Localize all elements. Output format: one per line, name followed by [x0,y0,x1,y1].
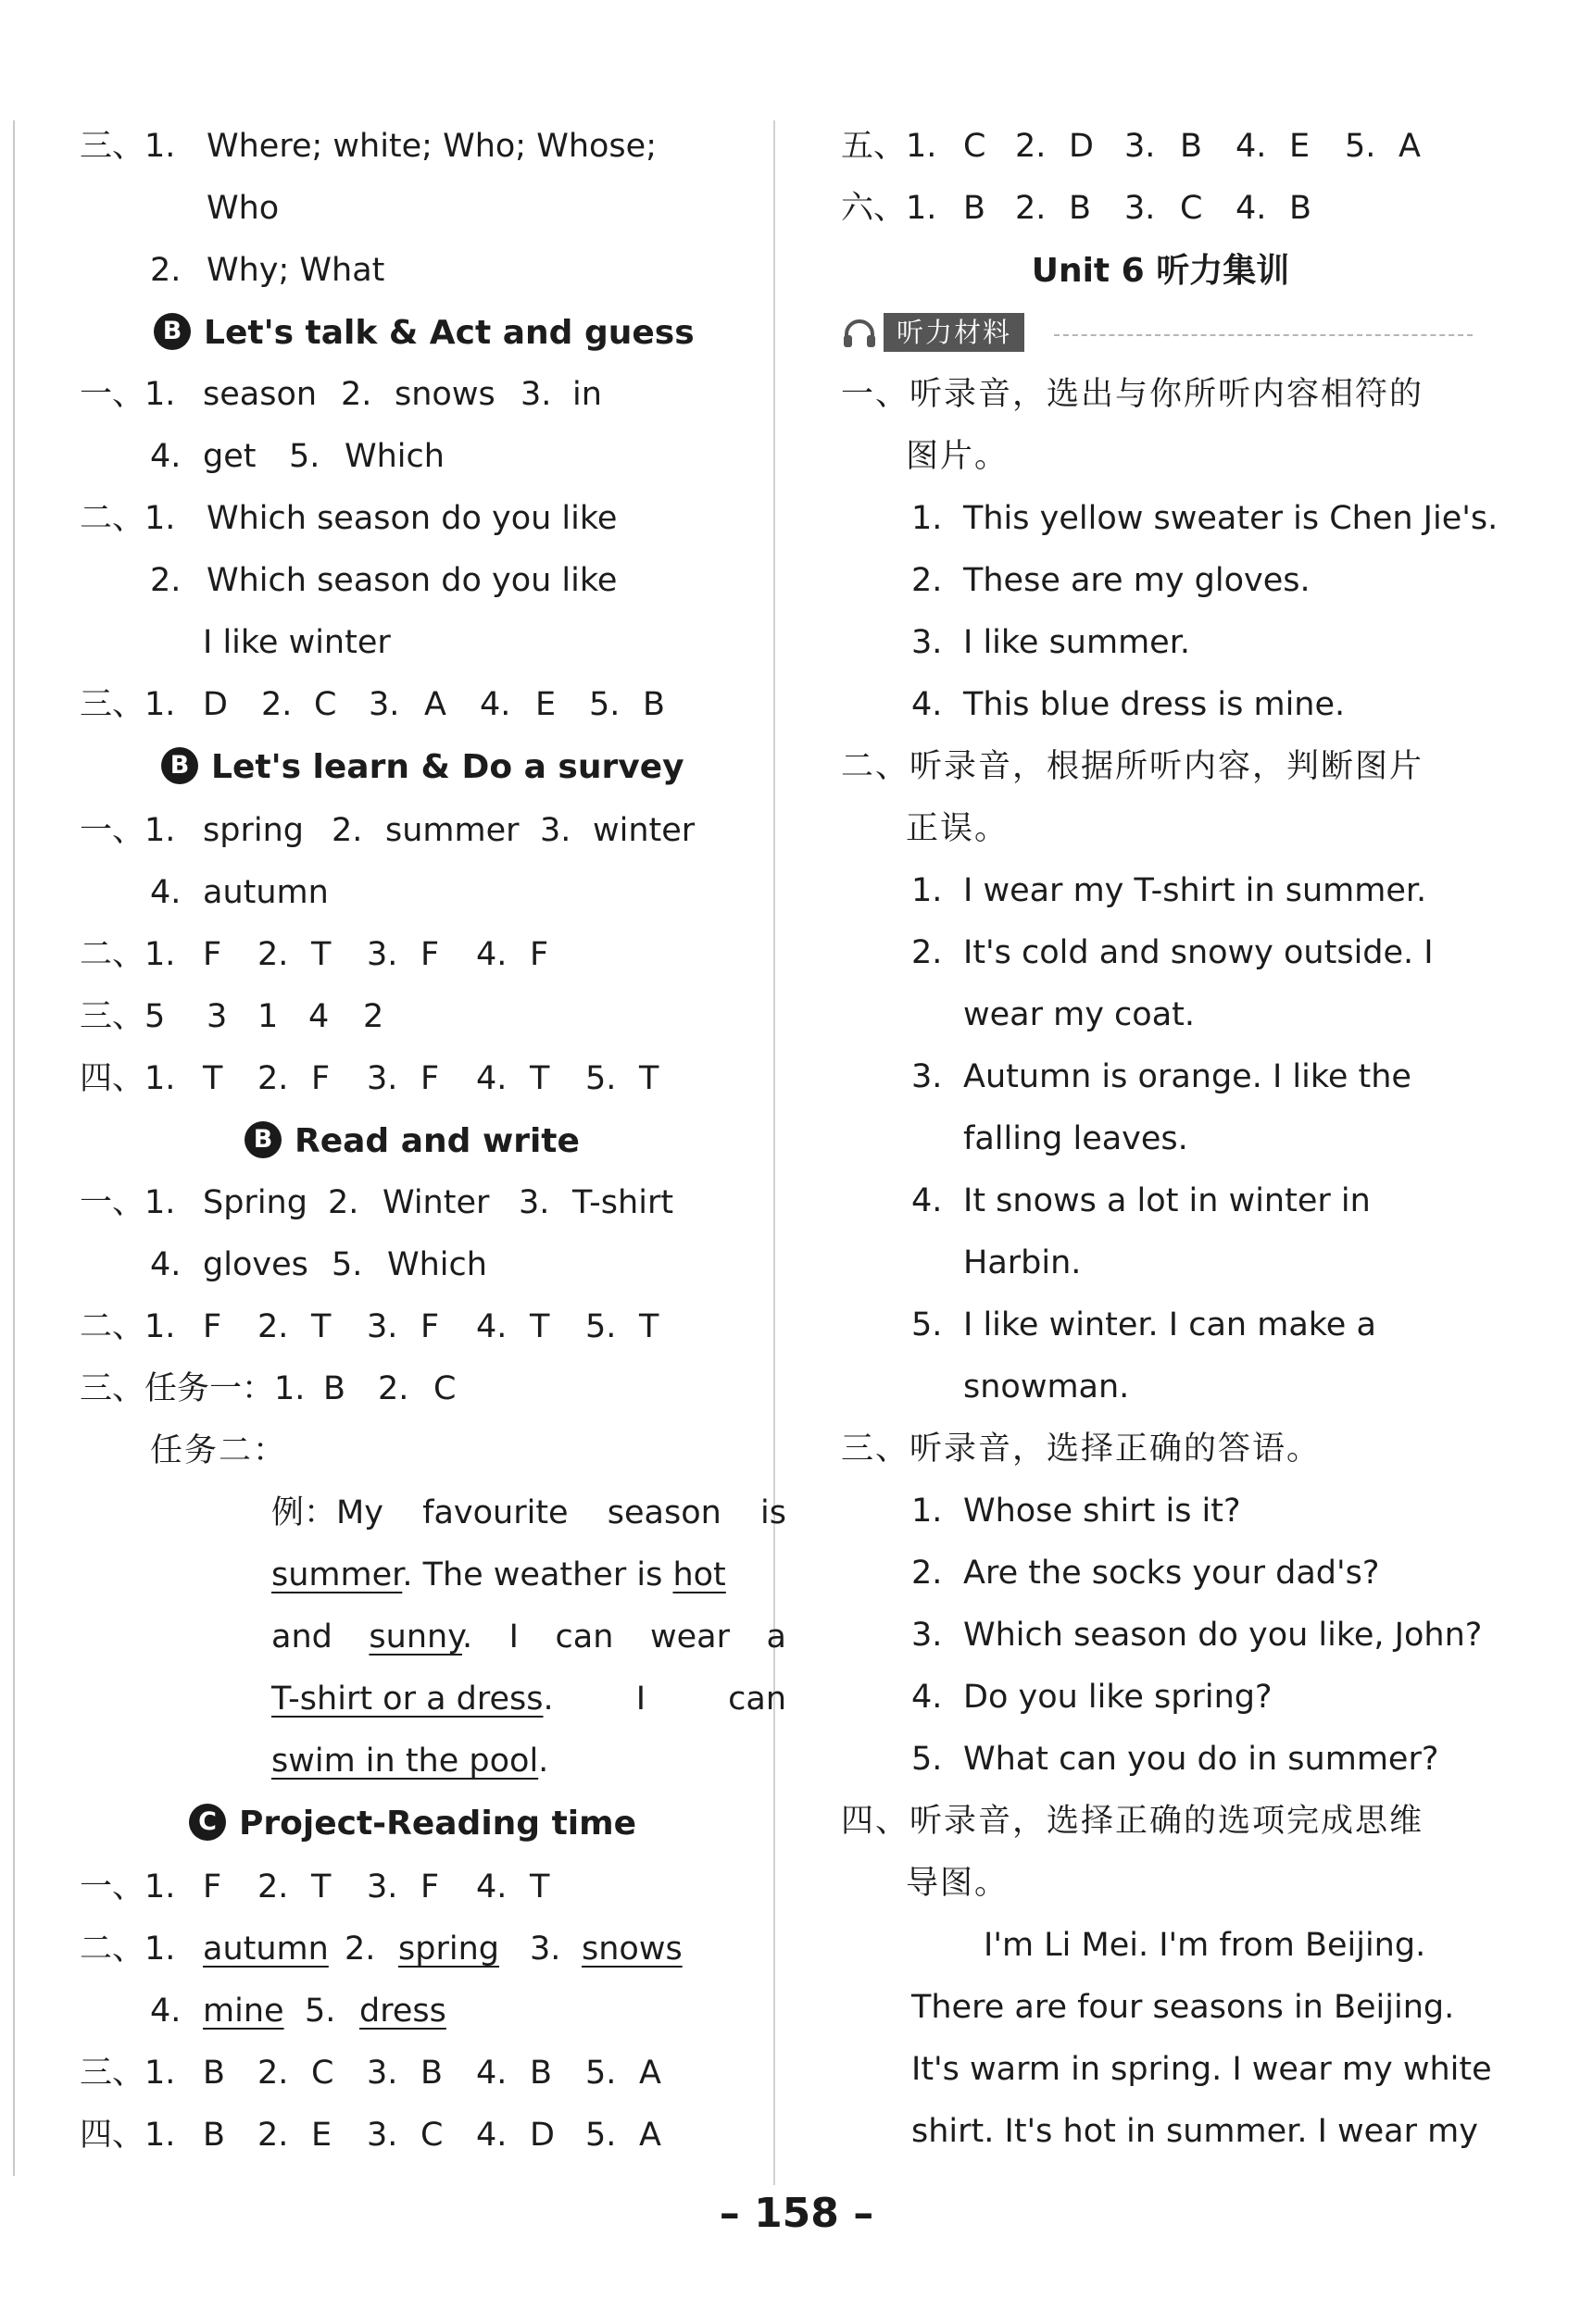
item-number: 六、1. [841,190,937,227]
heading-wrap [189,1793,636,1855]
answer-text: B [1289,190,1312,227]
answer-text: Which [345,438,445,475]
essay-word [369,1606,472,1668]
question-prompt: 一、听录音，选出与你所听内容相符的 [841,376,1424,413]
item-number: 4. [911,1679,943,1716]
item-number: 3. [367,1308,398,1345]
script-line [841,674,1480,736]
item-number: 3. [367,2117,398,2154]
page-edge-line [13,120,15,2176]
answer-line [80,240,728,302]
script-line [841,1605,1483,1667]
item-number: 一、1. [80,1184,176,1221]
answer-text: Spring [203,1184,307,1221]
item-number: 3. [530,1930,561,1968]
script-line [841,984,1480,1046]
essay-row [271,1606,786,1668]
answer-text: Why; What [207,252,385,289]
answer-text: summer [385,812,520,849]
answer-text: F [203,1868,222,1905]
prompt-text: 正误。 [906,810,1010,847]
answer-text: C [433,1370,457,1407]
essay-word: is [760,1494,786,1531]
essay-word: can [728,1681,786,1718]
answer-text: Which season do you like [207,500,618,537]
listening-material-tag: 听力材料 [884,313,1024,352]
answer-text: T [530,1060,550,1097]
item-number: 3. [521,376,552,413]
item-number: 四、1. [80,2117,176,2154]
answer-line [80,862,728,924]
answer-line [80,178,728,240]
item-number: 二、1. [80,1930,176,1968]
script-text: Harbin. [963,1244,1082,1281]
essay-word: 例：My [271,1494,383,1531]
item-number: 4. [1236,128,1267,165]
passage-text: There are four seasons in Beijing. [911,1989,1455,2026]
answer-text: T-shirt [572,1184,674,1221]
essay-row [271,1482,786,1544]
essay-word: season [607,1494,721,1531]
answer-text: gloves [203,1246,308,1283]
item-number: 2. [257,2117,289,2154]
essay-line [80,1731,728,1793]
item-number: 3. [1124,128,1156,165]
item-number: 3. [367,936,398,973]
answer-text: F [203,936,222,973]
item-number: 2. [378,1370,409,1407]
item-number: 一、1. [80,1868,176,1905]
answer-text: T [311,936,332,973]
answer-underlined: autumn [203,1930,329,1968]
answer-line [80,1358,728,1420]
answer-text: A [639,2117,661,2154]
answer-text: E [311,2117,332,2154]
script-line [841,1232,1480,1294]
item-number: 2. [1015,190,1047,227]
item-number: 四、1. [80,1060,176,1097]
item-number: 5. [332,1246,363,1283]
passage-line [841,1977,1480,2039]
script-text: I wear my T-shirt in summer. [963,872,1427,909]
answer-line [80,2043,728,2105]
answer-text: B [203,2055,226,2092]
letter-badge-icon: B [161,747,198,784]
item-number: 5. [585,2055,617,2092]
script-line [841,1170,1480,1232]
answer-text: 1 [257,998,279,1035]
question-prompt: 四、听录音，选择正确的选项完成思维 [841,1803,1424,1840]
script-line [841,488,1499,550]
script-line [841,1729,1480,1791]
essay-word [271,1668,554,1731]
essay-underlined: swim in the pool [271,1743,539,1780]
answer-underlined: mine [203,1993,284,2030]
item-number: 4. [476,1308,508,1345]
answer-text: T [203,1060,223,1097]
essay-row [271,1544,726,1606]
answer-line [841,116,1480,178]
essay-underlined: hot [672,1556,726,1593]
passage-text: shirt. It's hot in summer. I wear my [911,2113,1478,2150]
script-line [841,1294,1480,1356]
essay-word: favourite [422,1494,569,1531]
item-number: 4. [476,1060,508,1097]
item-number: 2. [150,562,182,599]
script-text: This blue dress is mine. [963,686,1346,723]
page-number: – 158 – [719,2190,874,2237]
answer-line [80,2105,728,2167]
answer-text: E [535,686,557,723]
question-prompt [841,426,1480,488]
item-number: 五、1. [841,128,937,165]
essay-punct: . [461,1618,473,1656]
script-line [841,550,1480,612]
item-number: 5. [289,438,320,475]
answer-line [80,674,728,736]
script-text: snowman. [963,1368,1130,1406]
answer-text: Which [387,1246,487,1283]
script-line [841,922,1480,984]
heading-title: Project-Reading time [239,1805,637,1843]
passage-line [841,2101,1480,2163]
answer-text: B [323,1370,346,1407]
headphones-icon [841,318,878,349]
item-number: 3. [911,624,943,661]
script-line [841,1046,1480,1108]
answer-text: B [963,190,986,227]
item-number: 3. [367,1060,398,1097]
answer-text: I like winter [203,624,391,661]
essay-punct: . [538,1743,549,1780]
item-number: 二、1. [80,500,176,537]
item-number: 4. [476,1868,508,1905]
answer-text: C [311,2055,334,2092]
listening-material-banner [841,302,1480,364]
answer-text: D [530,2117,555,2154]
item-number: 2. [341,376,372,413]
answer-text: C [963,128,986,165]
essay-word: and [271,1618,332,1656]
answer-line [80,1172,728,1234]
essay-word: a [766,1618,786,1656]
answer-underlined: dress [359,1993,446,2030]
answer-text: C [1180,190,1203,227]
heading-title: Let's talk & Act and guess [204,314,695,352]
essay-punct: . [543,1681,554,1718]
item-number: 二、1. [80,936,176,973]
item-number: 1. [911,500,943,537]
answer-text: T [311,1868,332,1905]
answer-text: B [203,2117,226,2154]
answer-line [80,986,728,1048]
essay-word: I [508,1618,519,1656]
answer-line [841,178,1480,240]
answer-text: F [203,1308,222,1345]
prompt-text: 导图。 [906,1865,1010,1902]
item-number: 2. [257,1060,289,1097]
answer-text: D [1069,128,1094,165]
answer-line [80,550,728,612]
essay-row [271,1668,786,1731]
essay-word: I [635,1681,646,1718]
essay-underlined: summer [271,1556,403,1593]
item-number: 3. [367,1868,398,1905]
item-number: 5. [585,1060,617,1097]
answer-line [80,1980,728,2043]
item-number: 2. [911,562,943,599]
question-prompt: 三、听录音，选择正确的答语。 [841,1431,1322,1468]
answer-line [80,1420,728,1482]
item-number: 2. [911,934,943,971]
item-number: 三、1. [80,2055,176,2092]
script-line [841,1543,1480,1605]
item-number: 2. [345,1930,376,1968]
answer-line [80,116,728,178]
answer-text: B [1069,190,1092,227]
answer-text: Winter [383,1184,490,1221]
unit-title: Unit 6 听力集训 [1031,252,1290,290]
script-text: It snows a lot in winter in [963,1182,1371,1219]
answer-text: 4 [308,998,330,1035]
item-number: 一、1. [80,812,176,849]
left-column [80,116,786,2167]
item-number: 1. [911,872,943,909]
answer-line [80,1234,728,1296]
script-text: Are the socks your dad's? [963,1555,1380,1592]
letter-badge-icon: B [154,313,191,350]
section-heading [80,302,728,364]
item-number: 4. [150,1246,182,1283]
answer-text: B [420,2055,444,2092]
item-number: 2. [257,1868,289,1905]
answer-line [80,924,728,986]
item-number: 3. [540,812,571,849]
item-number: 3. [911,1058,943,1095]
dashed-rule [1054,334,1473,336]
item-number: 3. [911,1617,943,1654]
answer-line [80,1048,728,1110]
letter-badge-icon: B [245,1121,282,1158]
item-number: 5. [911,1306,943,1343]
script-text: This yellow sweater is Chen Jie's. [963,500,1499,537]
item-number: 5. [585,2117,617,2154]
essay-underlined: sunny [369,1618,462,1656]
answer-text: spring [203,812,304,849]
heading-title: Read and write [295,1122,580,1160]
item-number: 5. [911,1741,943,1778]
essay-line [80,1668,786,1731]
answer-text: F [530,936,549,973]
item-number: 三、5 [80,998,166,1035]
script-line [841,612,1480,674]
answer-text: winter [593,812,696,849]
prompt-text: 图片。 [906,438,1010,475]
script-line [841,1356,1480,1418]
answer-line [80,1918,728,1980]
answer-text: C [314,686,337,723]
answer-text: F [420,1308,440,1345]
script-line [841,1481,1480,1543]
answer-text: T [639,1060,659,1097]
answer-text: season [203,376,318,413]
section-heading [80,736,728,799]
item-number: 2. [257,2055,289,2092]
section-heading [80,1793,728,1855]
item-number: 4. [911,1182,943,1219]
item-number: 5. [585,1308,617,1345]
item-number: 3. [519,1184,550,1221]
passage-line [841,1915,1480,1977]
answer-text: T [639,1308,659,1345]
heading-wrap [245,1110,580,1172]
essay-row [271,1731,548,1793]
item-number: 4. [476,936,508,973]
answer-line [80,612,728,674]
heading-wrap [154,302,695,364]
item-number: 3. [367,2055,398,2092]
script-text: Do you like spring? [963,1679,1273,1716]
script-text: Whose shirt is it? [963,1493,1241,1530]
item-number: 2. [328,1184,359,1221]
item-number: 4. [150,438,182,475]
right-column [841,116,1499,2163]
item-number: 一、1. [80,376,176,413]
answer-text: 2 [363,998,384,1035]
answer-line [80,426,728,488]
answer-underlined: snows [582,1930,683,1968]
script-text: falling leaves. [963,1120,1188,1157]
answer-text: T [311,1308,332,1345]
answer-text: Which season do you like [207,562,618,599]
item-number: 三、任务一：1. [80,1370,306,1407]
column-divider [773,120,775,2185]
answer-text: B [530,2055,553,2092]
task-label: 任务二： [150,1432,288,1469]
answer-text: snows [395,376,495,413]
item-number: 2. [257,936,289,973]
answer-text: get [203,438,257,475]
script-line [841,1108,1480,1170]
answer-text: D [203,686,228,723]
answer-text: Where; white; Who; Whose; [207,128,657,165]
item-number: 4. [150,874,182,911]
item-number: 三、1. [80,128,176,165]
answer-underlined: spring [398,1930,499,1968]
essay-word: can [555,1618,614,1656]
script-text: I like winter. I can make a [963,1306,1376,1343]
answer-text: A [639,2055,661,2092]
essay-underlined: T-shirt or a dress [271,1681,544,1718]
item-number: 5. [305,1993,336,2030]
item-number: 3. [369,686,400,723]
item-number: 2. [332,812,363,849]
item-number: 2. [261,686,293,723]
script-text: These are my gloves. [963,562,1311,599]
item-number: 4. [150,1993,182,2030]
script-text: What can you do in summer? [963,1741,1439,1778]
script-text: wear my coat. [963,996,1196,1033]
passage-text: It's warm in spring. I wear my white [911,2051,1492,2088]
answer-text: C [420,2117,444,2154]
essay-word: wear [649,1618,730,1656]
item-number: 2. [911,1555,943,1592]
item-number: 2. [257,1308,289,1345]
item-number: 4. [476,2117,508,2154]
answer-text: in [572,376,602,413]
answer-line [80,364,728,426]
answer-text: E [1289,128,1311,165]
essay-line [80,1606,786,1668]
answer-text: F [420,1868,440,1905]
essay-line [80,1544,728,1606]
answer-line [80,488,728,550]
script-text: I like summer. [963,624,1191,661]
question-prompt [841,1853,1480,1915]
passage-line [841,2039,1492,2101]
item-number: 5. [1345,128,1376,165]
question-prompt [841,798,1480,860]
answer-text: A [1399,128,1421,165]
item-number: 5. [589,686,621,723]
answer-text: T [530,1308,550,1345]
item-number: 4. [480,686,511,723]
answer-text: F [311,1060,331,1097]
item-number: 4. [911,686,943,723]
item-number: 二、1. [80,1308,176,1345]
item-number: 2. [1015,128,1047,165]
item-number: 1. [911,1493,943,1530]
answer-text: autumn [203,874,329,911]
letter-badge-icon: C [189,1804,226,1841]
answer-line [80,1296,728,1358]
script-line [841,860,1480,922]
essay-line [80,1482,786,1544]
answer-text: B [643,686,666,723]
script-text: It's cold and snowy outside. I [963,934,1434,971]
answer-text: A [424,686,446,723]
answer-text: 3 [207,998,228,1035]
item-number: 2. [150,252,182,289]
script-text: Autumn is orange. I like the [963,1058,1411,1095]
answer-text: F [420,1060,440,1097]
answer-text: T [530,1868,550,1905]
item-number: 4. [476,2055,508,2092]
heading-title: Let's learn & Do a survey [211,748,684,786]
answer-line [80,1855,728,1918]
essay-word: . The weather is [402,1556,673,1593]
answer-text: F [420,936,440,973]
answer-text: Who [207,190,280,227]
passage-text: I'm Li Mei. I'm from Beijing. [984,1927,1426,1964]
answer-text: B [1180,128,1203,165]
script-line [841,1667,1480,1729]
item-number: 4. [1236,190,1267,227]
heading-wrap [161,736,684,799]
answer-line [80,799,728,862]
script-text: Which season do you like, John? [963,1617,1483,1654]
question-prompt: 二、听录音，根据所听内容，判断图片 [841,748,1424,785]
item-number: 3. [1124,190,1156,227]
item-number: 三、1. [80,686,176,723]
section-heading [80,1110,728,1172]
